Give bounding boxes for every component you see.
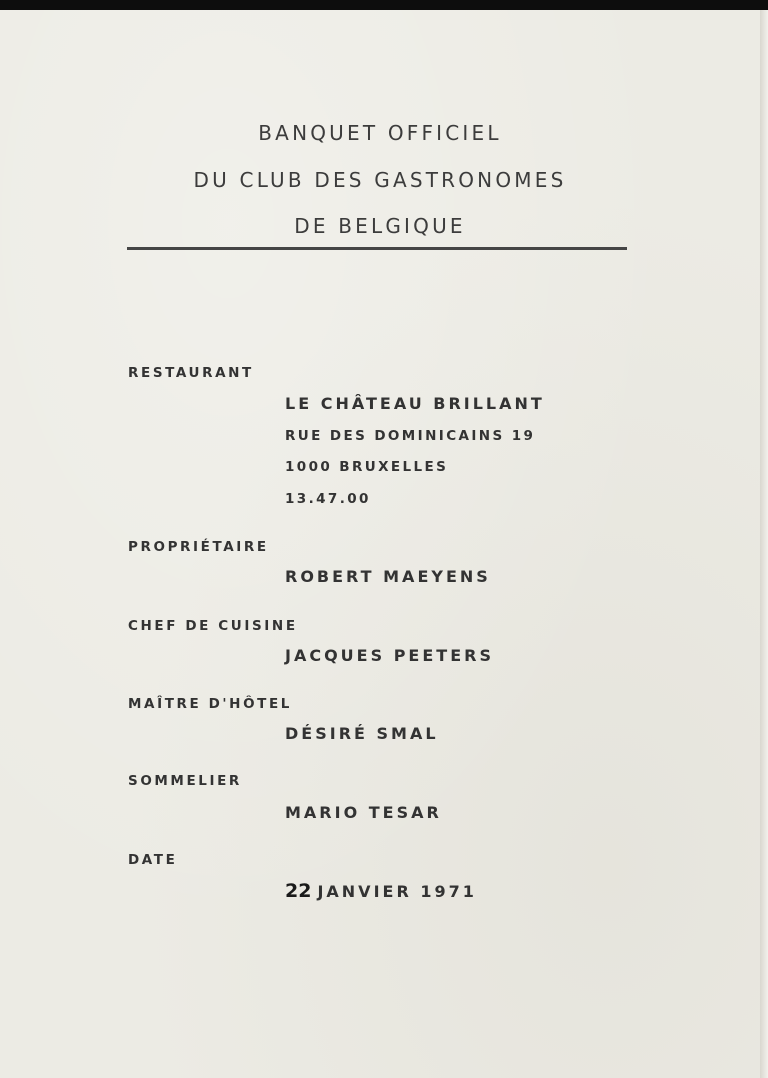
chef-name: JACQUES PEETERS <box>285 646 494 665</box>
maitre-name: DÉSIRÉ SMAL <box>285 724 439 743</box>
heading-divider <box>127 247 627 250</box>
maitre-label: MAÎTRE D'HÔTEL <box>128 696 292 712</box>
date-month-year: JANVIER 1971 <box>317 882 477 901</box>
sommelier-name: MARIO TESAR <box>285 803 442 822</box>
restaurant-city: 1000 BRUXELLES <box>285 459 449 475</box>
proprietaire-name: ROBERT MAEYENS <box>285 567 491 586</box>
heading-line-1: BANQUET OFFICIEL <box>258 121 502 145</box>
chef-label: CHEF DE CUISINE <box>128 618 298 634</box>
restaurant-street: RUE DES DOMINICAINS 19 <box>285 428 536 444</box>
menu-card <box>0 10 760 1078</box>
heading-line-3: DE BELGIQUE <box>294 214 466 238</box>
page-edge <box>760 10 768 1078</box>
restaurant-phone: 13.47.00 <box>285 491 371 507</box>
heading-line-2: DU CLUB DES GASTRONOMES <box>193 168 567 192</box>
sommelier-label: SOMMELIER <box>128 773 242 789</box>
proprietaire-label: PROPRIÉTAIRE <box>128 539 269 555</box>
restaurant-label: RESTAURANT <box>128 365 254 381</box>
date-label: DATE <box>128 852 178 868</box>
date-value <box>285 880 477 902</box>
restaurant-name: LE CHÂTEAU BRILLANT <box>285 394 545 413</box>
date-day: 22 <box>285 880 312 902</box>
